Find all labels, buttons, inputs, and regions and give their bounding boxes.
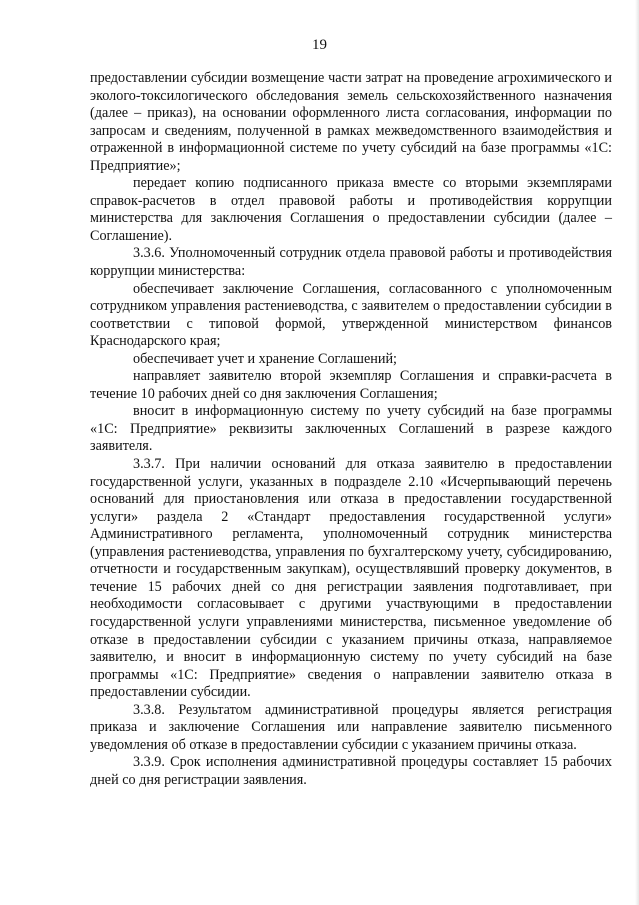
paragraph: предоставлении субсидии возмещение части затрат на проведение агрохимического и эколого-токсилогического обследования земель сельскохозяйственного назначения (далее – приказ), на основании оформленного листа согласования, информации по запросам и сведениям, полученной в рамках межведомственного взаимодействия и отраженной в информационной системе по учету субсидий на базе программы «1С: Предприятие»; xyxy=(90,70,612,174)
paragraph: передает копию подписанного приказа вместе со вторыми экземплярами справок-расчетов в отдел правовой работы и противодействия коррупции министерства для заключения Соглашения о предоставлении субсидии (далее – Соглашение). xyxy=(90,175,612,244)
paragraph: направляет заявителю второй экземпляр Соглашения и справки-расчета в течение 10 рабочих дней со дня заключения Соглашения; xyxy=(90,368,612,402)
page-number: 19 xyxy=(312,37,327,53)
paragraph: 3.3.6. Уполномоченный сотрудник отдела правовой работы и противодействия коррупции министерства: xyxy=(90,245,612,280)
paragraph: 3.3.7. При наличии оснований для отказа заявителю в предоставлении государственной услуги, указанных в подразделе 2.10 «Исчерпывающий перечень оснований для приостановления или отказа в предоставлении государственной услуги» раздела 2 «Стандарт предоставления государственной услуги» Административного регламента, уполномоченный сотрудник министерства (управления растениеводства, управления по бухгалтерскому учету, субсидированию, отчетности и государственным закупкам), осуществлявший проверку документов, в течение 15 рабочих дней со дня регистрации заявления подготавливает, при необходимости согласовывает с другими участвующими в предоставлении государственной услуги управлениями министерства, письменное уведомление об отказе в предоставлении субсидии с указанием причины отказа, направляемое заявителю, и вносит в информационную систему по учету субсидий на базе программы «1С: Предприятие» сведения о направлении заявителю отказа в предоставлении субсидии. xyxy=(90,456,612,701)
paragraph: обеспечивает учет и хранение Соглашений; xyxy=(133,350,397,367)
paragraph: 3.3.8. Результатом административной процедуры является регистрация приказа и заключение Соглашения или направление заявителю письменного уведомления об отказе в предоставлении субсидии с указанием причины отказа. xyxy=(90,701,612,753)
paragraph: 3.3.9. Срок исполнения административной процедуры составляет 15 рабочих дней со дня регистрации заявления. xyxy=(90,754,612,788)
document-body xyxy=(90,70,612,789)
paragraph: вносит в информационную систему по учету субсидий на базе программы «1С: Предприятие» реквизиты заключенных Соглашений в разрезе каждого заявителя. xyxy=(90,403,612,455)
paragraph: обеспечивает заключение Соглашения, согласованного с уполномоченным сотрудником управления растениеводства, с заявителем о предоставлении субсидии в соответствии с типовой формой, утвержденной министерством финансов Краснодарского края; xyxy=(90,280,612,350)
scan-edge-shadow xyxy=(635,0,639,905)
